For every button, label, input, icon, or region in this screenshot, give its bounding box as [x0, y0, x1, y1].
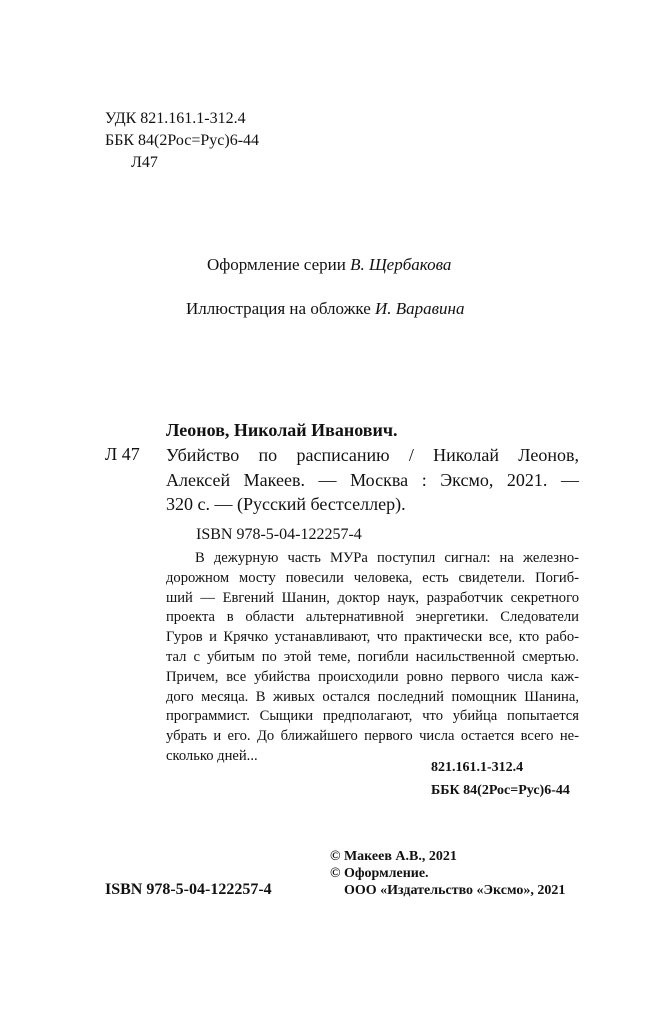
- abstract-line: Причем, все убийства происходили ровно первого числа каж-: [166, 668, 579, 685]
- illustration-label: Иллюстрация на обложке: [186, 299, 371, 318]
- bbk-code-bold: ББК 84(2Рос=Рус)6-44: [431, 783, 570, 798]
- abstract: [166, 549, 579, 767]
- abstract-line: проекта в области альтернативной энергетики. Следователи: [166, 609, 579, 626]
- copyright-author: © Макеев А.В., 2021: [330, 849, 457, 864]
- series-design-name: В. Щербакова: [350, 255, 452, 274]
- series-design-label: Оформление серии: [207, 255, 346, 274]
- catalog-entry-line: Алексей Макеев. — Москва : Эксмо, 2021. —: [166, 469, 579, 490]
- catalog-isbn: ISBN 978-5-04-122257-4: [196, 526, 362, 543]
- abstract-line: сколько дней...: [166, 747, 258, 764]
- abstract-line: дорожном мосту повесили человека, есть свидетели. Погиб-: [166, 569, 579, 586]
- illustration-name: И. Варавина: [375, 299, 465, 318]
- udk-code-bold: 821.161.1-312.4: [431, 760, 524, 775]
- author-mark: Л 47: [105, 444, 140, 464]
- udk-code: УДК 821.161.1-312.4: [105, 110, 246, 127]
- abstract-line: программист. Сыщики предполагают, что убийца попытается: [166, 708, 579, 725]
- author-heading: Леонов, Николай Иванович.: [166, 420, 398, 440]
- bbk-code: ББК 84(2Рос=Рус)6-44: [105, 132, 260, 149]
- copyright-design: © Оформление.: [330, 866, 429, 881]
- illustration-credit: [186, 299, 464, 319]
- author-mark-top: Л47: [131, 154, 158, 171]
- abstract-line: убрать и его. До ближайшего первого числа остается всего не-: [166, 728, 579, 745]
- abstract-line: В дежурную часть МУРа поступил сигнал: на железно-: [195, 550, 579, 566]
- catalog-entry-line: Убийство по расписанию / Николай Леонов,: [166, 445, 579, 465]
- copyright-publisher: ООО «Издательство «Эксмо», 2021: [344, 883, 566, 898]
- abstract-line: ший — Евгений Шанин, доктор наук, разработчик секретного: [166, 589, 579, 606]
- catalog-entry: [166, 443, 579, 517]
- series-design-credit: [207, 255, 451, 275]
- footer-isbn: ISBN 978-5-04-122257-4: [105, 881, 272, 898]
- catalog-entry-line: 320 с. — (Русский бестселлер).: [166, 494, 406, 514]
- abstract-line: Гуров и Крячко устанавливают, что практически все, кто рабо-: [166, 629, 579, 646]
- abstract-line: дого месяца. В живых остался последний помощник Шанина,: [166, 688, 579, 705]
- abstract-line: тал с убитым по этой теме, погибли насильственной смертью.: [166, 648, 579, 665]
